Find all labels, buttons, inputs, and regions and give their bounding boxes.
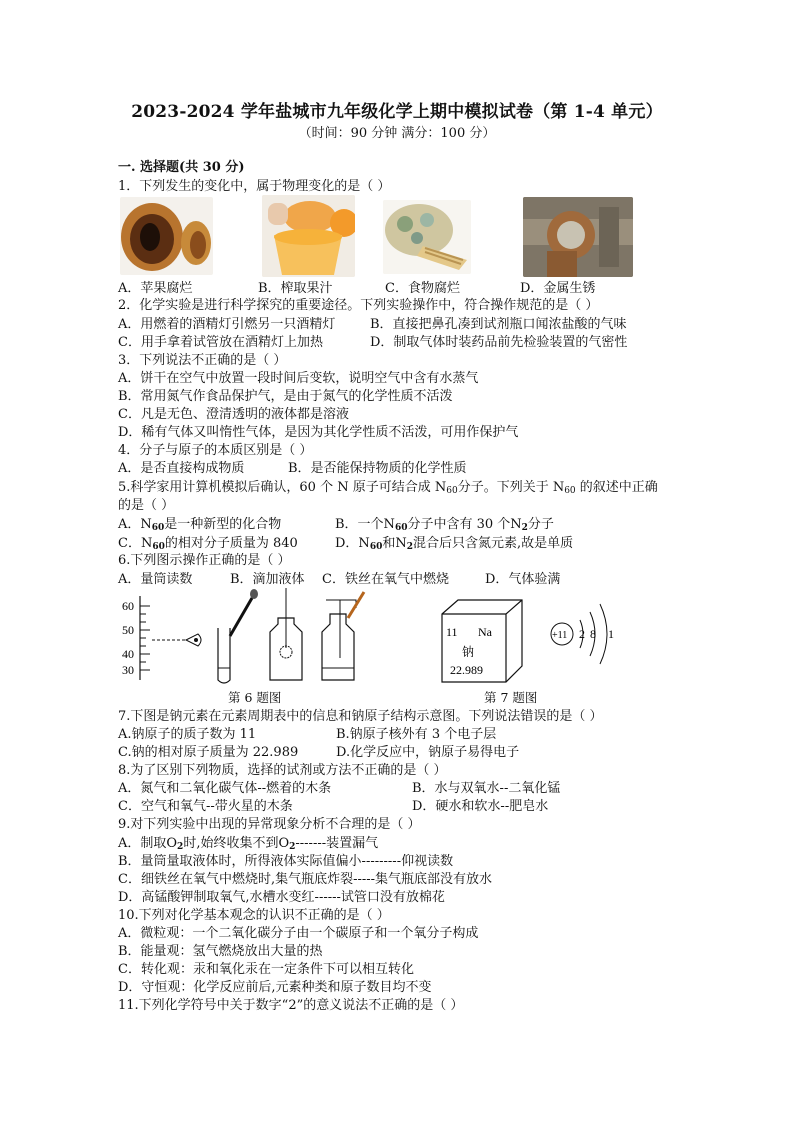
cylinder-tick-50: 50: [122, 623, 134, 637]
wooden-splint-icon: [348, 592, 364, 618]
q1-option-c: C．食物腐烂: [385, 281, 460, 296]
q10-option-b: B．能量观：氢气燃烧放出大量的热: [118, 944, 323, 959]
q10-option-c: C．转化观：汞和氧化汞在一定条件下可以相互转化: [118, 962, 414, 977]
sodium-periodic-cell: [438, 598, 558, 688]
gas-jar-icon-2: [322, 614, 354, 680]
q4-stem: 4．分子与原子的本质区别是（ ）: [118, 443, 313, 458]
q1-stem: 1．下列发生的变化中，属于物理变化的是（ ）: [118, 179, 391, 194]
rotten-apple-image: [120, 197, 213, 275]
q4-option-a: A．是否直接构成物质: [118, 461, 245, 476]
exam-time-info: （时间：90 分钟 满分：100 分）: [298, 126, 496, 141]
q7-figure-caption: 第 7 题图: [484, 690, 538, 705]
q5-option-a: A．$N_{60}$是一种新型的化合物: [118, 517, 282, 533]
q7-option-b: B.钠原子核外有 3 个电子层: [336, 727, 497, 742]
q10-option-a: A．微粒观：一个二氧化碳分子由一个碳原子和一个氧分子构成: [118, 926, 479, 941]
cylinder-tick-40: 40: [122, 647, 134, 661]
shell-2: 8: [590, 627, 596, 641]
section-heading: 一. 选择题(共 30 分): [118, 160, 245, 175]
q7-stem: 7.下图是钠元素在元素周期表中的信息和钠原子结构示意图。下列说法错误的是（ ）: [118, 709, 603, 724]
q9-option-d: D．高锰酸钾制取氧气,水槽水变红------试管口没有放棉花: [118, 890, 445, 905]
q1-option-b: B．榨取果汁: [258, 281, 333, 296]
q2-option-c: C．用手拿着试管放在酒精灯上加热: [118, 335, 323, 350]
q6-option-a: A．量筒读数: [118, 572, 193, 587]
cylinder-tick-30: 30: [122, 663, 134, 677]
q8-option-b: B．水与双氧水--二氧化锰: [412, 781, 561, 796]
q3-option-a: A．饼干在空气中放置一段时间后变软，说明空气中含有水蒸气: [118, 371, 479, 386]
q4-option-b: B．是否能保持物质的化学性质: [288, 461, 467, 476]
q5-stem: 5.科学家用计算机模拟后确认，60 个 N 原子可结合成 $N_{60}$分子。下列关于 $N_{60}$ 的叙述中正确: [118, 480, 658, 496]
q3-option-d: D．稀有气体又叫惰性气体，是因为其化学性质不活泼，可用作保护气: [118, 425, 519, 440]
rusty-metal-image: [523, 197, 633, 277]
q6-option-b: B．滴加液体: [230, 572, 305, 587]
q7-option-c: C.钠的相对原子质量为 22.989: [118, 745, 299, 760]
moldy-bread-image: [383, 200, 471, 274]
sodium-atom-structure: [546, 594, 622, 672]
q8-stem: 8.为了区别下列物质，选择的试剂或方法不正确的是（ ）: [118, 763, 447, 778]
q9-option-b: B．量筒量取液体时，所得液体实际值偏小---------仰视读数: [118, 854, 454, 869]
atomic-mass: 22.989: [450, 663, 483, 677]
q2-option-b: B．直接把鼻孔凑到试剂瓶口闻浓盐酸的气味: [370, 317, 627, 332]
q7-option-a: A.钠原子的质子数为 11: [118, 727, 257, 742]
q10-option-d: D．守恒观：化学反应前后,元素种类和原子数目均不变: [118, 980, 432, 995]
q6-figure-caption: 第 6 题图: [228, 690, 282, 705]
q3-option-b: B．常用氮气作食品保护气，是由于氮气的化学性质不活泼: [118, 389, 453, 404]
q1-option-a: A．苹果腐烂: [118, 281, 193, 296]
q6-option-c: C．铁丝在氧气中燃烧: [322, 572, 449, 587]
element-name: 钠: [462, 645, 475, 659]
q10-stem: 10.下列对化学基本观念的认识不正确的是（ ）: [118, 908, 390, 923]
shell-1: 2: [579, 627, 585, 641]
atomic-number: 11: [446, 625, 458, 639]
dropper-icon: [230, 598, 252, 636]
q8-option-c: C．空气和氧气--带火星的木条: [118, 799, 293, 814]
q3-option-c: C．凡是无色、澄清透明的液体都是溶液: [118, 407, 349, 422]
cylinder-tick-60: 60: [122, 599, 134, 613]
eye-icon: [186, 634, 201, 646]
page-title: 2023-2024 学年盐城市九年级化学上期中模拟试卷（第 1-4 单元）: [131, 102, 663, 122]
q2-stem: 2．化学实验是进行科学探究的重要途径。下列实验操作中，符合操作规范的是（ ）: [118, 298, 599, 313]
q11-stem: 11.下列化学符号中关于数字“2”的意义说法不正确的是（ ）: [118, 998, 464, 1013]
q6-figure: [118, 588, 390, 688]
q6-stem: 6.下列图示操作正确的是（ ）: [118, 553, 291, 568]
q5-stem-continued: 的是（ ）: [118, 498, 175, 513]
q7-option-d: D.化学反应中，钠原子易得电子: [336, 745, 520, 760]
q5-option-d: D．$N_{60}$和$N_2$混合后只含氮元素,故是单质: [335, 536, 574, 552]
q8-option-d: D．硬水和软水--肥皂水: [412, 799, 549, 814]
q3-stem: 3．下列说法不正确的是（ ）: [118, 353, 287, 368]
q1-option-d: D．金属生锈: [520, 281, 596, 296]
q5-option-b: B．一个$N_{60}$分子中含有 30 个$N_2$分子: [335, 517, 554, 533]
q8-option-a: A．氮气和二氧化碳气体--燃着的木条: [118, 781, 332, 796]
q9-stem: 9.对下列实验中出现的异常现象分析不合理的是（ ）: [118, 817, 421, 832]
q5-option-c: C．$N_{60}$的相对分子质量为 840: [118, 536, 298, 552]
test-tube-icon: [218, 628, 230, 683]
shell-3: 1: [608, 627, 614, 641]
q9-option-c: C．细铁丝在氧气中燃烧时,集气瓶底炸裂-----集气瓶底部没有放水: [118, 872, 493, 887]
nucleus-charge: +11: [552, 630, 568, 641]
juicing-image: [262, 195, 355, 277]
q2-option-d: D．制取气体时装药品前先检验装置的气密性: [370, 335, 628, 350]
element-symbol: Na: [478, 625, 492, 639]
q6-option-d: D．气体验满: [485, 572, 561, 587]
q2-option-a: A．用燃着的酒精灯引燃另一只酒精灯: [118, 317, 336, 332]
q9-option-a: A．制取$O_2$时,始终收集不到$O_2-------$装置漏气: [118, 836, 379, 852]
